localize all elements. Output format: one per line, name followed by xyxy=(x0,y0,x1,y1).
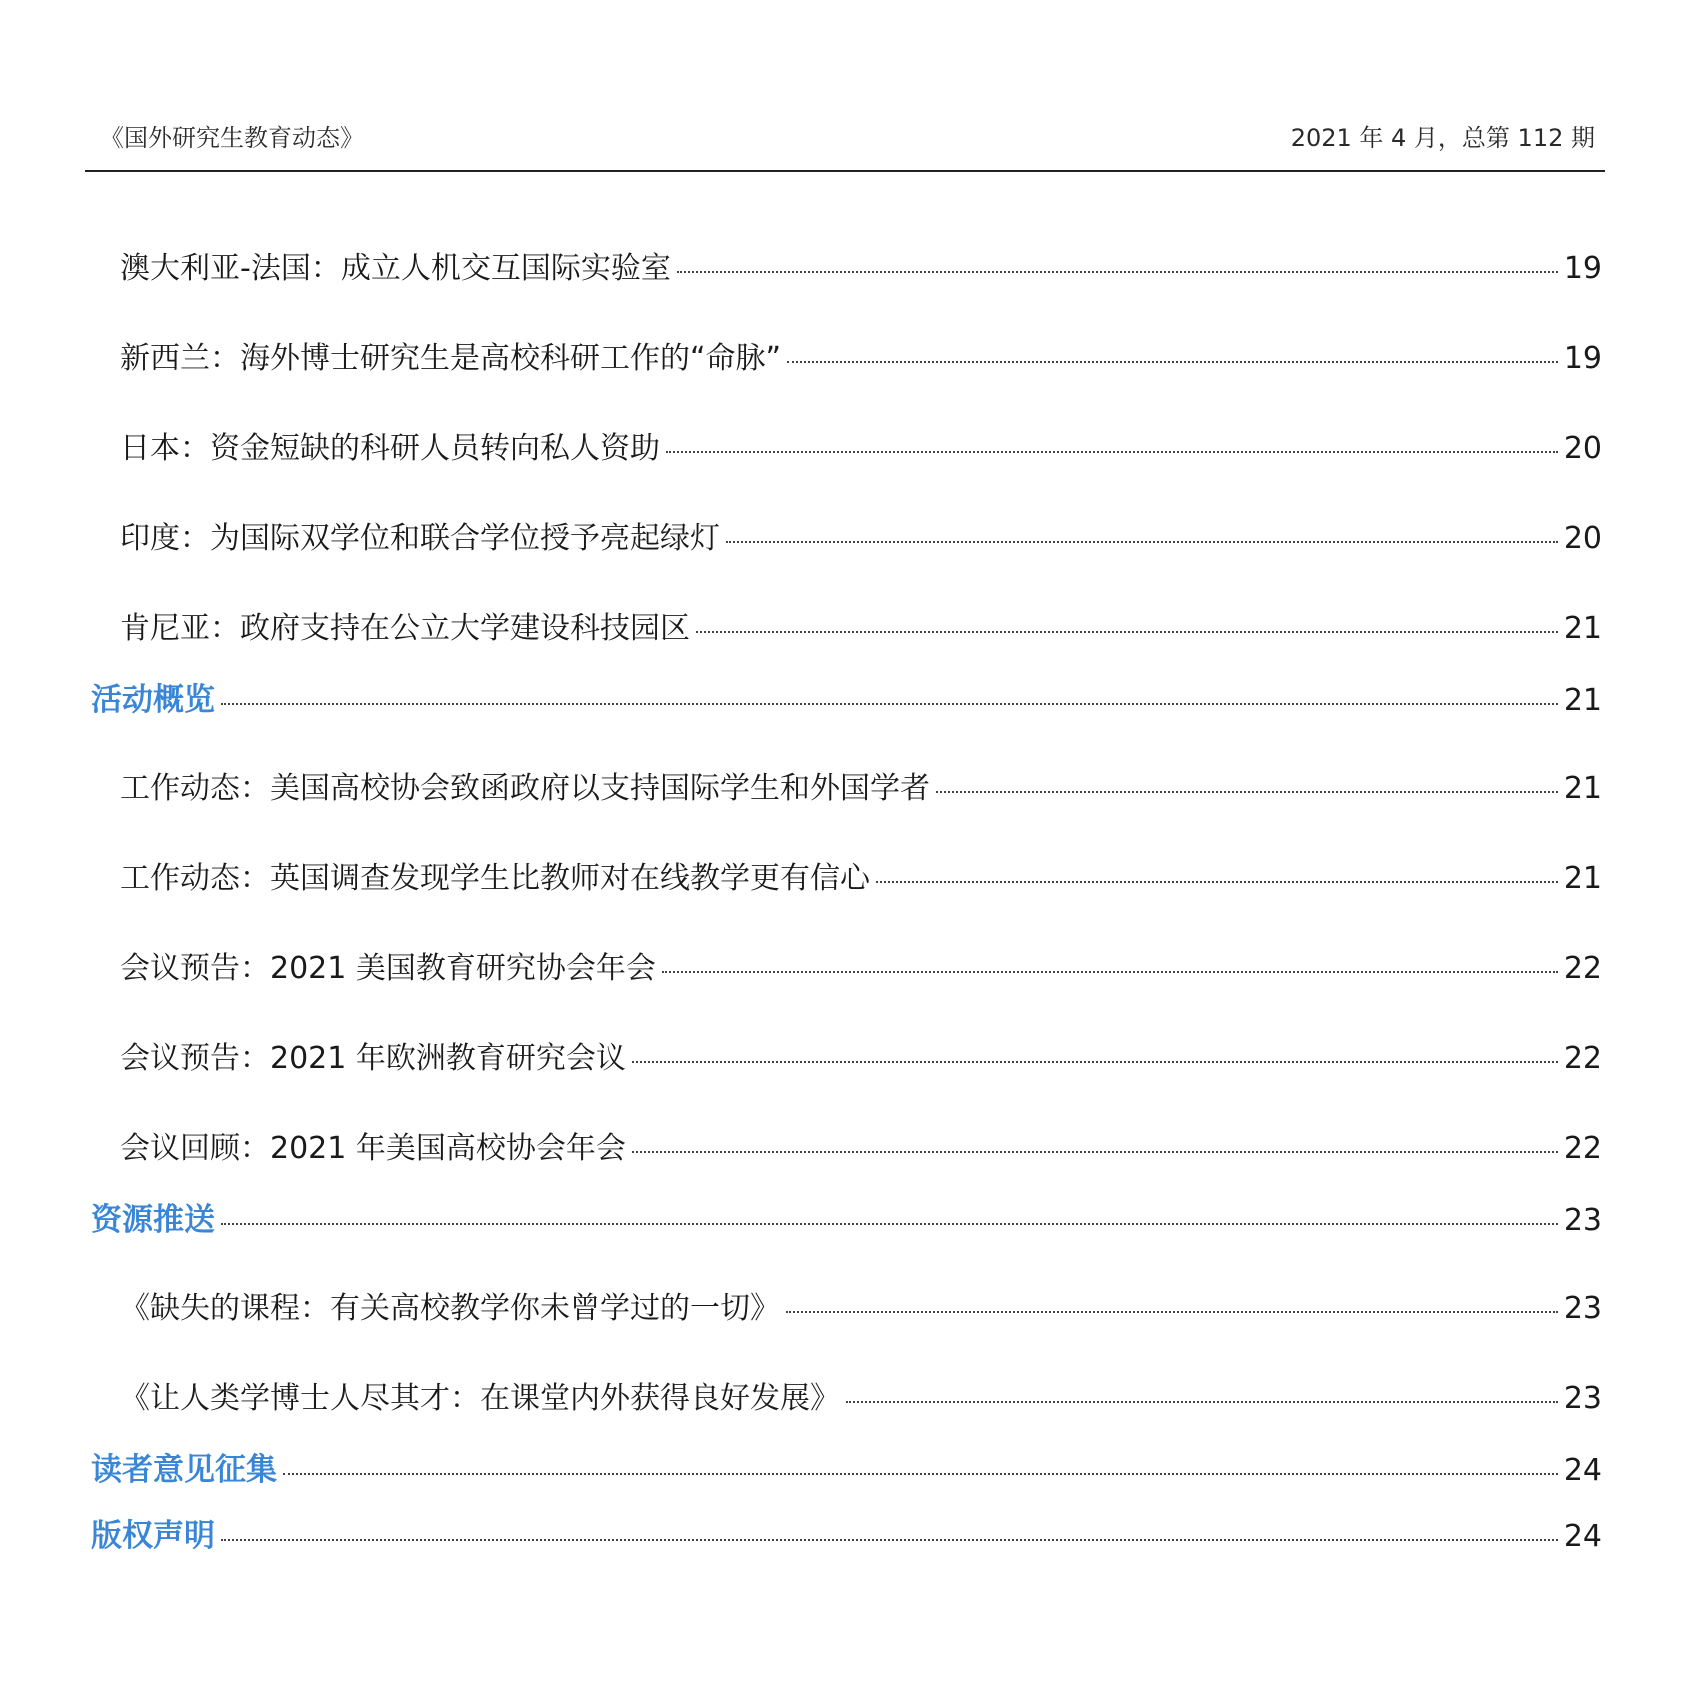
toc-dot-leader xyxy=(632,1061,1558,1063)
toc-entry[interactable] xyxy=(120,513,1602,557)
toc-dot-leader xyxy=(726,541,1558,543)
toc-entry[interactable] xyxy=(120,243,1602,287)
publication-title: 《国外研究生教育动态》 xyxy=(100,124,364,152)
toc-dot-leader xyxy=(662,971,1558,973)
toc-entry[interactable] xyxy=(120,333,1602,377)
toc-entry-page: 24 xyxy=(1563,1453,1602,1488)
toc-entry[interactable] xyxy=(120,603,1602,647)
toc-dot-leader xyxy=(696,631,1558,633)
toc-entry-title: 工作动态：英国调查发现学生比教师对在线教学更有信心 xyxy=(120,861,870,896)
toc-dot-leader xyxy=(846,1401,1558,1403)
toc-dot-leader xyxy=(283,1473,1558,1475)
toc-entry-title: 工作动态：美国高校协会致函政府以支持国际学生和外国学者 xyxy=(120,771,930,806)
toc-entry-page: 22 xyxy=(1563,1041,1602,1076)
toc-entry-title: 《缺失的课程：有关高校教学你未曾学过的一切》 xyxy=(120,1291,780,1326)
toc-dot-leader xyxy=(936,791,1558,793)
toc-section-title: 活动概览 xyxy=(91,682,215,718)
toc-dot-leader xyxy=(221,703,1558,705)
toc-entry[interactable] xyxy=(120,1283,1602,1327)
toc-dot-leader xyxy=(876,881,1558,883)
toc-section-entry[interactable] xyxy=(91,1194,1602,1239)
toc-entry[interactable] xyxy=(120,763,1602,807)
toc-entry-page: 23 xyxy=(1563,1203,1602,1238)
toc-dot-leader xyxy=(666,451,1558,453)
toc-dot-leader xyxy=(786,1311,1558,1313)
toc-section-title: 版权声明 xyxy=(91,1518,215,1554)
toc-entry-page: 20 xyxy=(1563,521,1602,556)
toc-entry-page: 19 xyxy=(1563,341,1602,376)
toc-dot-leader xyxy=(632,1151,1558,1153)
toc-entry-title: 日本：资金短缺的科研人员转向私人资助 xyxy=(120,431,660,466)
toc-dot-leader xyxy=(677,271,1558,273)
toc-entry[interactable] xyxy=(120,423,1602,467)
toc-section-title: 读者意见征集 xyxy=(91,1452,277,1488)
toc-section-entry[interactable] xyxy=(91,674,1602,719)
toc-entry[interactable] xyxy=(120,1033,1602,1077)
toc-section-entry[interactable] xyxy=(91,1444,1602,1489)
toc-entry-page: 22 xyxy=(1563,1131,1602,1166)
toc-entry-title: 会议回顾：2021 年美国高校协会年会 xyxy=(120,1131,626,1166)
toc-section-title: 资源推送 xyxy=(91,1202,215,1238)
toc-entry[interactable] xyxy=(120,1123,1602,1167)
toc-entry[interactable] xyxy=(120,943,1602,987)
toc-section-entry[interactable] xyxy=(91,1510,1602,1555)
toc-dot-leader xyxy=(221,1539,1558,1541)
toc-entry-page: 22 xyxy=(1563,951,1602,986)
toc-dot-leader xyxy=(787,361,1558,363)
toc-entry-page: 20 xyxy=(1563,431,1602,466)
toc-entry[interactable] xyxy=(120,1373,1602,1417)
toc-entry-page: 21 xyxy=(1563,683,1602,718)
toc-entry[interactable] xyxy=(120,853,1602,897)
toc-entry-title: 印度：为国际双学位和联合学位授予亮起绿灯 xyxy=(120,521,720,556)
toc-entry-title: 《让人类学博士人尽其才：在课堂内外获得良好发展》 xyxy=(120,1381,840,1416)
toc-entry-page: 24 xyxy=(1563,1519,1602,1554)
toc-entry-title: 会议预告：2021 美国教育研究协会年会 xyxy=(120,951,656,986)
toc-entry-page: 23 xyxy=(1563,1291,1602,1326)
toc-entry-title: 会议预告：2021 年欧洲教育研究会议 xyxy=(120,1041,626,1076)
toc-entry-page: 23 xyxy=(1563,1381,1602,1416)
toc-entry-page: 21 xyxy=(1563,771,1602,806)
toc-entry-title: 新西兰：海外博士研究生是高校科研工作的“命脉” xyxy=(120,341,782,376)
toc-entry-title: 肯尼亚：政府支持在公立大学建设科技园区 xyxy=(120,611,690,646)
issue-info: 2021 年 4 月，总第 112 期 xyxy=(1290,124,1595,152)
toc-entry-title: 澳大利亚-法国：成立人机交互国际实验室 xyxy=(120,251,671,286)
toc-dot-leader xyxy=(221,1223,1558,1225)
toc-entry-page: 21 xyxy=(1563,861,1602,896)
toc-entry-page: 19 xyxy=(1563,251,1602,286)
toc-entry-page: 21 xyxy=(1563,611,1602,646)
